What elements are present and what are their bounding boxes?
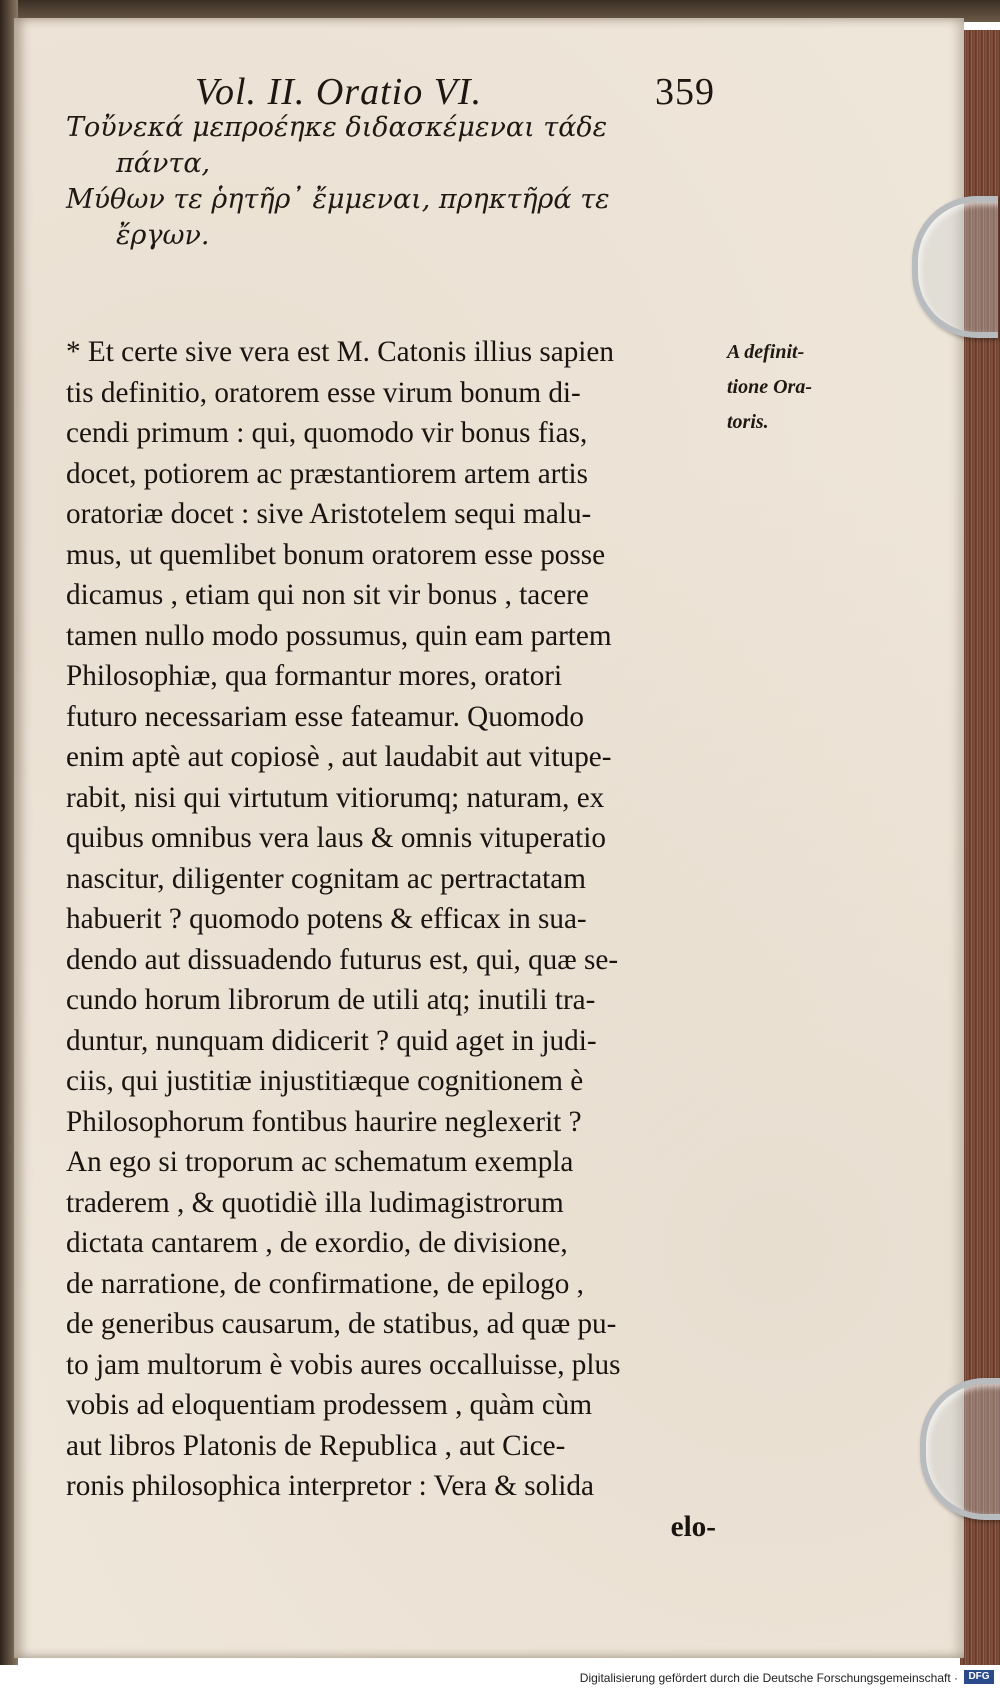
text-line: habuerit ? quomodo potens & efficax in sua-: [66, 903, 587, 935]
greek-line: Μύθων τε ῥητῆρ᾽ ἔμμεναι, πρηκτῆρά τε: [66, 184, 610, 215]
text-line: An ego si troporum ac schematum exempla: [66, 1146, 574, 1178]
text-line: tis definitio, oratorem esse virum bonum di-: [66, 376, 581, 409]
text-line: de generibus causarum, de statibus, ad quæ pu-: [66, 1308, 617, 1340]
text-line: Philosophorum fontibus haurire neglexerit ?: [66, 1105, 582, 1138]
greek-line: ἔργων.: [116, 220, 210, 251]
dfg-logo: DFG: [964, 1670, 994, 1684]
text-line: dictata cantarem , de exordio, de divisione,: [66, 1227, 568, 1259]
text-line: cendi primum : qui, quomodo vir bonus fias,: [66, 417, 588, 449]
text-line: mus, ut quemlibet bonum oratorem esse posse: [66, 538, 606, 571]
page-number: 359: [655, 71, 715, 113]
text-line: ciis, qui justitiæ injustitiæque cognitionem è: [66, 1065, 584, 1097]
margin-note-line: toris.: [727, 411, 769, 433]
text-line: ronis philosophica interpretor : Vera & solida: [66, 1470, 594, 1502]
text-line: docet, potiorem ac præstantiorem artem artis: [66, 457, 588, 490]
text-line: quibus omnibus vera laus & omnis vituperatio: [66, 822, 606, 854]
running-head-title: Vol. II. Oratio VI.: [195, 71, 483, 113]
text-line: duntur, nunquam didicerit ? quid aget in judi-: [66, 1024, 597, 1057]
catchword: elo-: [670, 1510, 716, 1543]
text-line: to jam multorum è vobis aures occalluisse, plus: [66, 1348, 621, 1381]
greek-line: πάντα,: [116, 148, 211, 179]
text-line: futuro necessariam esse fateamur. Quomodo: [66, 700, 584, 733]
text-line: traderem , & quotidiè illa ludimagistrorum: [66, 1186, 564, 1219]
text-line: dendo aut dissuadendo futurus est, qui, quæ se-: [66, 943, 619, 976]
greek-line: Τοὔνεκά μεπροέηκε διδασκέμεναι τάδε: [66, 112, 608, 143]
text-line: cundo horum librorum de utili atq; inutili tra-: [66, 984, 596, 1016]
margin-note-line: A definit-: [727, 341, 805, 363]
text-line: vobis ad eloquentiam prodessem , quàm cùm: [66, 1389, 593, 1421]
greek-quotation: [66, 110, 716, 254]
margin-note: [727, 335, 847, 440]
text-line: de narratione, de confirmatione, de epilogo ,: [66, 1267, 584, 1300]
text-line: * Et certe sive vera est M. Catonis illius sapien: [66, 336, 614, 368]
text-line: dicamus , etiam qui non sit vir bonus , tacere: [66, 579, 589, 611]
text-line: rabit, nisi qui virtutum vitiorumq; naturam, ex: [66, 781, 605, 814]
text-line: oratoriæ docet : sive Aristotelem sequi malu-: [66, 498, 592, 530]
margin-note-line: tione Ora-: [727, 376, 812, 398]
text-line: Philosophiæ, qua formantur mores, oratori: [66, 660, 563, 692]
body-text: [66, 332, 716, 1547]
text-line: enim aptè aut copiosè , aut laudabit aut vitupe-: [66, 741, 612, 773]
text-line: tamen nullo modo possumus, quin eam partem: [66, 619, 612, 652]
text-line: aut libros Platonis de Republica , aut Cice-: [66, 1429, 566, 1462]
text-line: nascitur, diligenter cognitam ac pertractatam: [66, 862, 586, 895]
digitization-credit: Digitalisierung gefördert durch die Deutsche Forschungsgemeinschaft ·: [579, 1671, 958, 1685]
